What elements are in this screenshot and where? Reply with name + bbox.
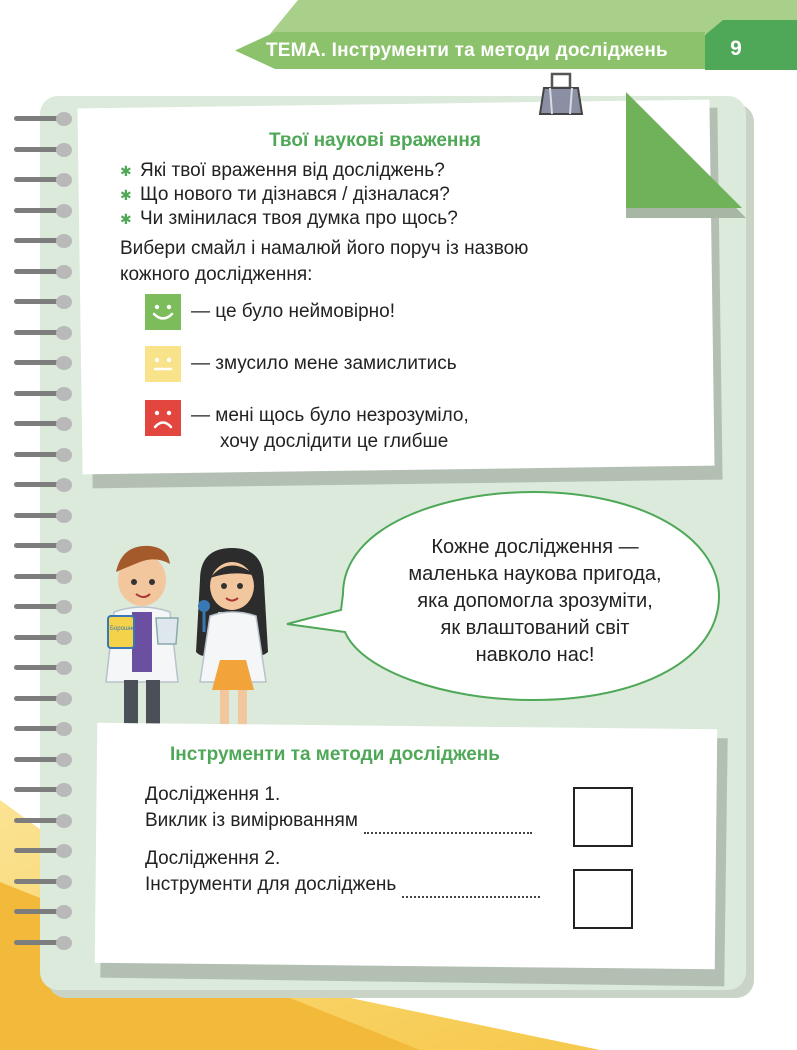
ring-wire	[14, 208, 60, 213]
spiral-ring	[14, 905, 76, 919]
sad-face-icon	[145, 400, 181, 436]
ring-hole	[56, 234, 72, 248]
ring-wire	[14, 635, 60, 640]
smiley-drawing-box[interactable]	[573, 787, 633, 847]
question-text: Чи змінилася твоя думка про щось?	[140, 208, 458, 229]
spiral-ring	[14, 173, 76, 187]
ring-hole	[56, 905, 72, 919]
dotted-answer-line	[364, 818, 532, 834]
bubble-line: як влаштований світ	[440, 617, 630, 639]
spiral-ring	[14, 936, 76, 950]
question-text: Що нового ти дізнався / дізналася?	[140, 184, 450, 205]
ring-wire	[14, 940, 60, 945]
instruction-line: Вибери смайл і намалюй його поруч із назвою	[120, 238, 529, 259]
smile-icon	[145, 294, 181, 330]
spiral-ring	[14, 722, 76, 736]
spiral-ring	[14, 570, 76, 584]
ring-hole	[56, 448, 72, 462]
instruction-line: кожного дослідження:	[120, 264, 313, 285]
study-number: Дослідження 2.	[145, 848, 281, 869]
ring-hole	[56, 875, 72, 889]
study-name: Інструменти для досліджень	[145, 874, 397, 895]
ring-wire	[14, 269, 60, 274]
ring-wire	[14, 726, 60, 731]
ring-wire	[14, 238, 60, 243]
bubble-line: яка допомогла зрозуміти,	[417, 590, 653, 612]
ring-wire	[14, 513, 60, 518]
ring-wire	[14, 574, 60, 579]
spiral-ring	[14, 326, 76, 340]
impressions-title: Твої наукові враження	[269, 130, 481, 151]
ring-hole	[56, 173, 72, 187]
ring-wire	[14, 757, 60, 762]
instruction-text	[120, 236, 620, 288]
ring-hole	[56, 722, 72, 736]
question-item	[120, 182, 680, 208]
spiral-ring	[14, 753, 76, 767]
ring-hole	[56, 509, 72, 523]
question-item	[120, 158, 680, 184]
ring-wire	[14, 452, 60, 457]
study-name: Виклик із вимірюванням	[145, 810, 358, 831]
question-item	[120, 206, 680, 232]
question-text: Які твої враження від досліджень?	[140, 160, 445, 181]
ring-hole	[56, 356, 72, 370]
ring-hole	[56, 661, 72, 675]
spiral-ring	[14, 143, 76, 157]
ring-hole	[56, 112, 72, 126]
ring-hole	[56, 631, 72, 645]
ring-hole	[56, 936, 72, 950]
ring-wire	[14, 391, 60, 396]
study-name-row	[145, 872, 540, 898]
ring-wire	[14, 696, 60, 701]
bubble-line: маленька наукова пригода,	[408, 563, 662, 585]
spiral-ring	[14, 356, 76, 370]
spiral-ring	[14, 692, 76, 706]
ring-wire	[14, 909, 60, 914]
spiral-ring	[14, 875, 76, 889]
spiral-ring	[14, 417, 76, 431]
spiral-ring	[14, 600, 76, 614]
spiral-ring	[14, 387, 76, 401]
flour-label: Борошно	[110, 626, 136, 632]
ring-wire	[14, 879, 60, 884]
boy-figure	[106, 546, 178, 734]
ring-hole	[56, 539, 72, 553]
ring-hole	[56, 814, 72, 828]
ring-wire	[14, 543, 60, 548]
ring-hole	[56, 783, 72, 797]
page-number: 9	[730, 37, 742, 60]
spiral-ring	[14, 844, 76, 858]
spiral-ring	[14, 539, 76, 553]
spiral-ring	[14, 234, 76, 248]
spiral-ring	[14, 509, 76, 523]
speech-bubble-text	[385, 534, 685, 669]
option-text: — це було неймовірно!	[191, 301, 396, 322]
dotted-answer-line	[402, 882, 540, 898]
ring-hole	[56, 326, 72, 340]
ring-hole	[56, 295, 72, 309]
study-2	[145, 846, 540, 898]
ring-hole	[56, 753, 72, 767]
ring-wire	[14, 818, 60, 823]
smiley-drawing-box[interactable]	[573, 869, 633, 929]
ring-wire	[14, 330, 60, 335]
ring-wire	[14, 604, 60, 609]
ring-wire	[14, 848, 60, 853]
ring-wire	[14, 482, 60, 487]
binder-clip-icon	[538, 70, 584, 118]
ring-hole	[56, 143, 72, 157]
ring-hole	[56, 692, 72, 706]
spiral-ring	[14, 478, 76, 492]
ring-hole	[56, 570, 72, 584]
star-bullet-icon: ✱	[120, 162, 132, 179]
page-topic-title: ТЕМА. Інструменти та методи досліджень	[266, 40, 668, 61]
ring-hole	[56, 265, 72, 279]
study-number: Дослідження 1.	[145, 784, 281, 805]
spiral-ring	[14, 631, 76, 645]
option-text: — змусило мене замислитись	[191, 353, 457, 374]
ring-hole	[56, 844, 72, 858]
spiral-ring	[14, 295, 76, 309]
study-name-row	[145, 808, 532, 834]
ring-hole	[56, 417, 72, 431]
bubble-line: навколо нас!	[475, 644, 595, 666]
option-text: — мені щось було незрозуміло,	[191, 405, 469, 426]
spiral-ring	[14, 204, 76, 218]
option-text-continued: хочу дослідити це глибше	[220, 431, 449, 452]
study-1	[145, 782, 532, 834]
ring-wire	[14, 177, 60, 182]
ring-wire	[14, 147, 60, 152]
star-bullet-icon: ✱	[120, 210, 132, 227]
spiral-ring	[14, 783, 76, 797]
bubble-line: Кожне дослідження —	[431, 536, 639, 558]
ring-wire	[14, 787, 60, 792]
spiral-ring	[14, 112, 76, 126]
ring-hole	[56, 387, 72, 401]
spiral-ring	[14, 265, 76, 279]
ring-hole	[56, 204, 72, 218]
tools-section-title: Інструменти та методи досліджень	[170, 744, 500, 765]
ring-wire	[14, 421, 60, 426]
ring-hole	[56, 600, 72, 614]
girl-figure	[196, 548, 268, 735]
ring-wire	[14, 299, 60, 304]
star-bullet-icon: ✱	[120, 186, 132, 203]
kids-scientists-illustration	[100, 540, 310, 745]
ring-hole	[56, 478, 72, 492]
ring-wire	[14, 360, 60, 365]
spiral-ring	[14, 814, 76, 828]
spiral-ring	[14, 448, 76, 462]
ring-wire	[14, 116, 60, 121]
neutral-face-icon	[145, 346, 181, 382]
ring-wire	[14, 665, 60, 670]
spiral-ring	[14, 661, 76, 675]
